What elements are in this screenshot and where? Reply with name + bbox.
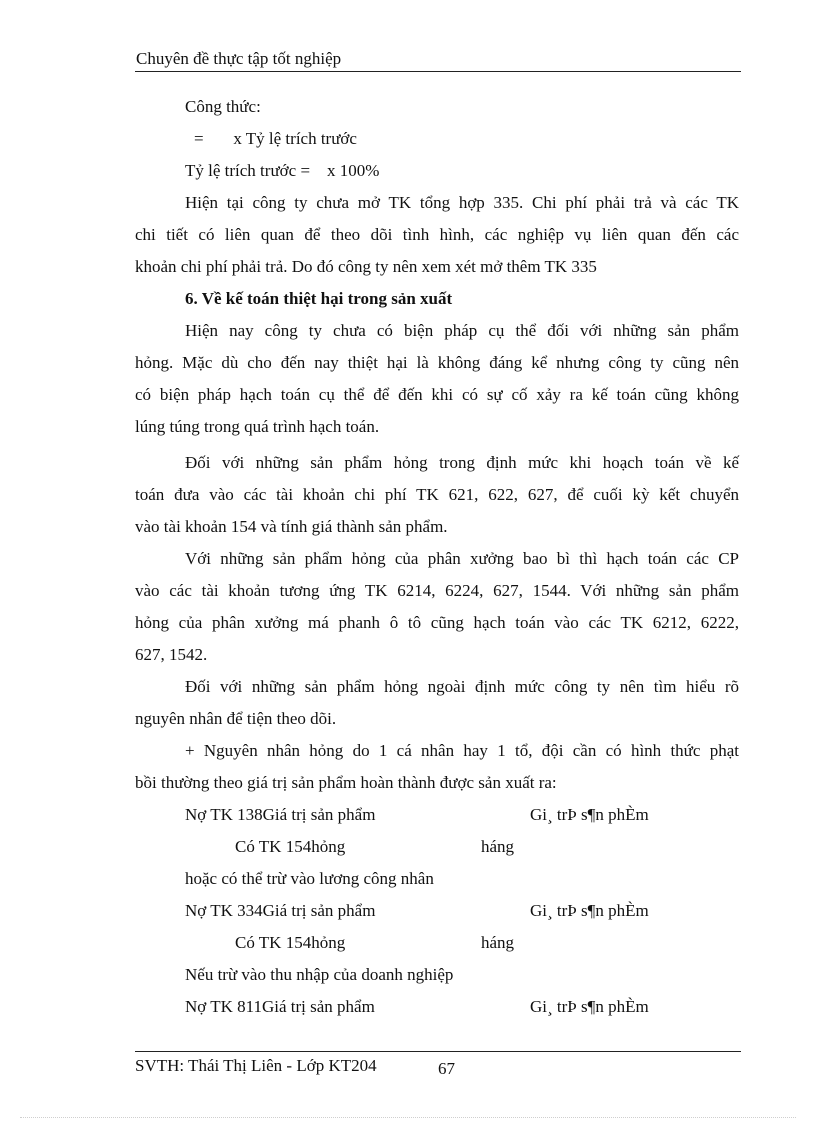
entry-1-garbled-text: Gi¸ trÞ s¶n phÈm	[530, 805, 649, 824]
paragraph-2-line-4: lúng túng trong quá trình hạch toán.	[135, 417, 380, 436]
footer-author: SVTH: Thái Thị Liên - Lớp KT204	[135, 1056, 377, 1075]
entry-2-garbled-text: Gi¸ trÞ s¶n phÈm	[530, 901, 649, 920]
formula-line: = x Tỷ lệ trích trước	[194, 129, 357, 148]
header-title: Chuyên đề thực tập tốt nghiệp	[136, 49, 342, 68]
footer-divider	[135, 1051, 741, 1052]
paragraph-4-line-1: Với những sản phẩm hỏng của phân xưởng bao bì thì hạch toán các CP	[185, 549, 739, 568]
paragraph-6-line-1: + Nguyên nhân hỏng do 1 cá nhân hay 1 tổ, đội cần có hình thức phạt	[185, 741, 739, 760]
paragraph-5-line-1: Đối với những sản phẩm hỏng ngoài định mức công ty nên tìm hiểu rõ	[185, 677, 739, 696]
if-income-note: Nếu trừ vào thu nhập của doanh nghiệp	[185, 965, 454, 984]
formula-label: Công thức:	[185, 97, 261, 116]
entry-1-credit: Có TK 154hỏng	[235, 837, 346, 856]
entry-1-credit-tail: háng	[481, 837, 515, 856]
entry-1-debit: Nợ TK 138Giá trị sản phẩm	[185, 805, 376, 824]
page-bottom-edge	[20, 1117, 796, 1118]
paragraph-2-line-2: hỏng. Mặc dù cho đến nay thiệt hại là không đáng kể nhưng công ty cũng nên	[135, 353, 739, 372]
entry-2-credit: Có TK 154hỏng	[235, 933, 346, 952]
rate-line: Tỷ lệ trích trước = x 100%	[185, 161, 380, 180]
entry-2-debit: Nợ TK 334Giá trị sản phẩm	[185, 901, 376, 920]
entry-3-debit: Nợ TK 811Giá trị sản phẩm	[185, 997, 375, 1016]
paragraph-6-line-2: bồi thường theo giá trị sản phẩm hoàn thành được sản xuất ra:	[135, 773, 557, 792]
paragraph-2-line-3: có biện pháp hạch toán cụ thể để đến khi có sự cố xảy ra kế toán cũng không	[135, 385, 739, 404]
paragraph-1-line-2: chi tiết có liên quan để theo dõi tình hình, các nghiệp vụ liên quan đến các	[135, 225, 739, 244]
entry-3-garbled-text: Gi¸ trÞ s¶n phÈm	[530, 997, 649, 1016]
header-divider	[135, 71, 741, 72]
or-salary-note: hoặc có thể trừ vào lương công nhân	[185, 869, 434, 888]
paragraph-4-line-2: vào các tài khoản tương ứng TK 6214, 6224, 627, 1544. Với những sản phẩm	[135, 581, 739, 600]
paragraph-4-line-3: hỏng của phân xưởng má phanh ô tô cũng hạch toán vào các TK 6212, 6222,	[135, 613, 739, 632]
paragraph-4-line-4: 627, 1542.	[135, 645, 208, 664]
paragraph-2-line-1: Hiện nay công ty chưa có biện pháp cụ thể đối với những sản phẩm	[185, 321, 739, 340]
section-heading: 6. Về kế toán thiệt hại trong sản xuất	[185, 289, 453, 308]
paragraph-3-line-3: vào tài khoản 154 và tính giá thành sản phẩm.	[135, 517, 448, 536]
paragraph-5-line-2: nguyên nhân để tiện theo dõi.	[135, 709, 337, 728]
paragraph-3-line-2: toán đưa vào các tài khoản chi phí TK 621, 622, 627, để cuối kỳ kết chuyển	[135, 485, 739, 504]
page-number: 67	[438, 1059, 455, 1078]
paragraph-1-line-3: khoản chi phí phải trả. Do đó công ty nên xem xét mở thêm TK 335	[135, 257, 597, 276]
entry-2-credit-tail: háng	[481, 933, 515, 952]
paragraph-3-line-1: Đối với những sản phẩm hỏng trong định mức khi hoạch toán về kế	[185, 453, 739, 472]
paragraph-1-line-1: Hiện tại công ty chưa mở TK tổng hợp 335. Chi phí phải trả và các TK	[185, 193, 739, 212]
